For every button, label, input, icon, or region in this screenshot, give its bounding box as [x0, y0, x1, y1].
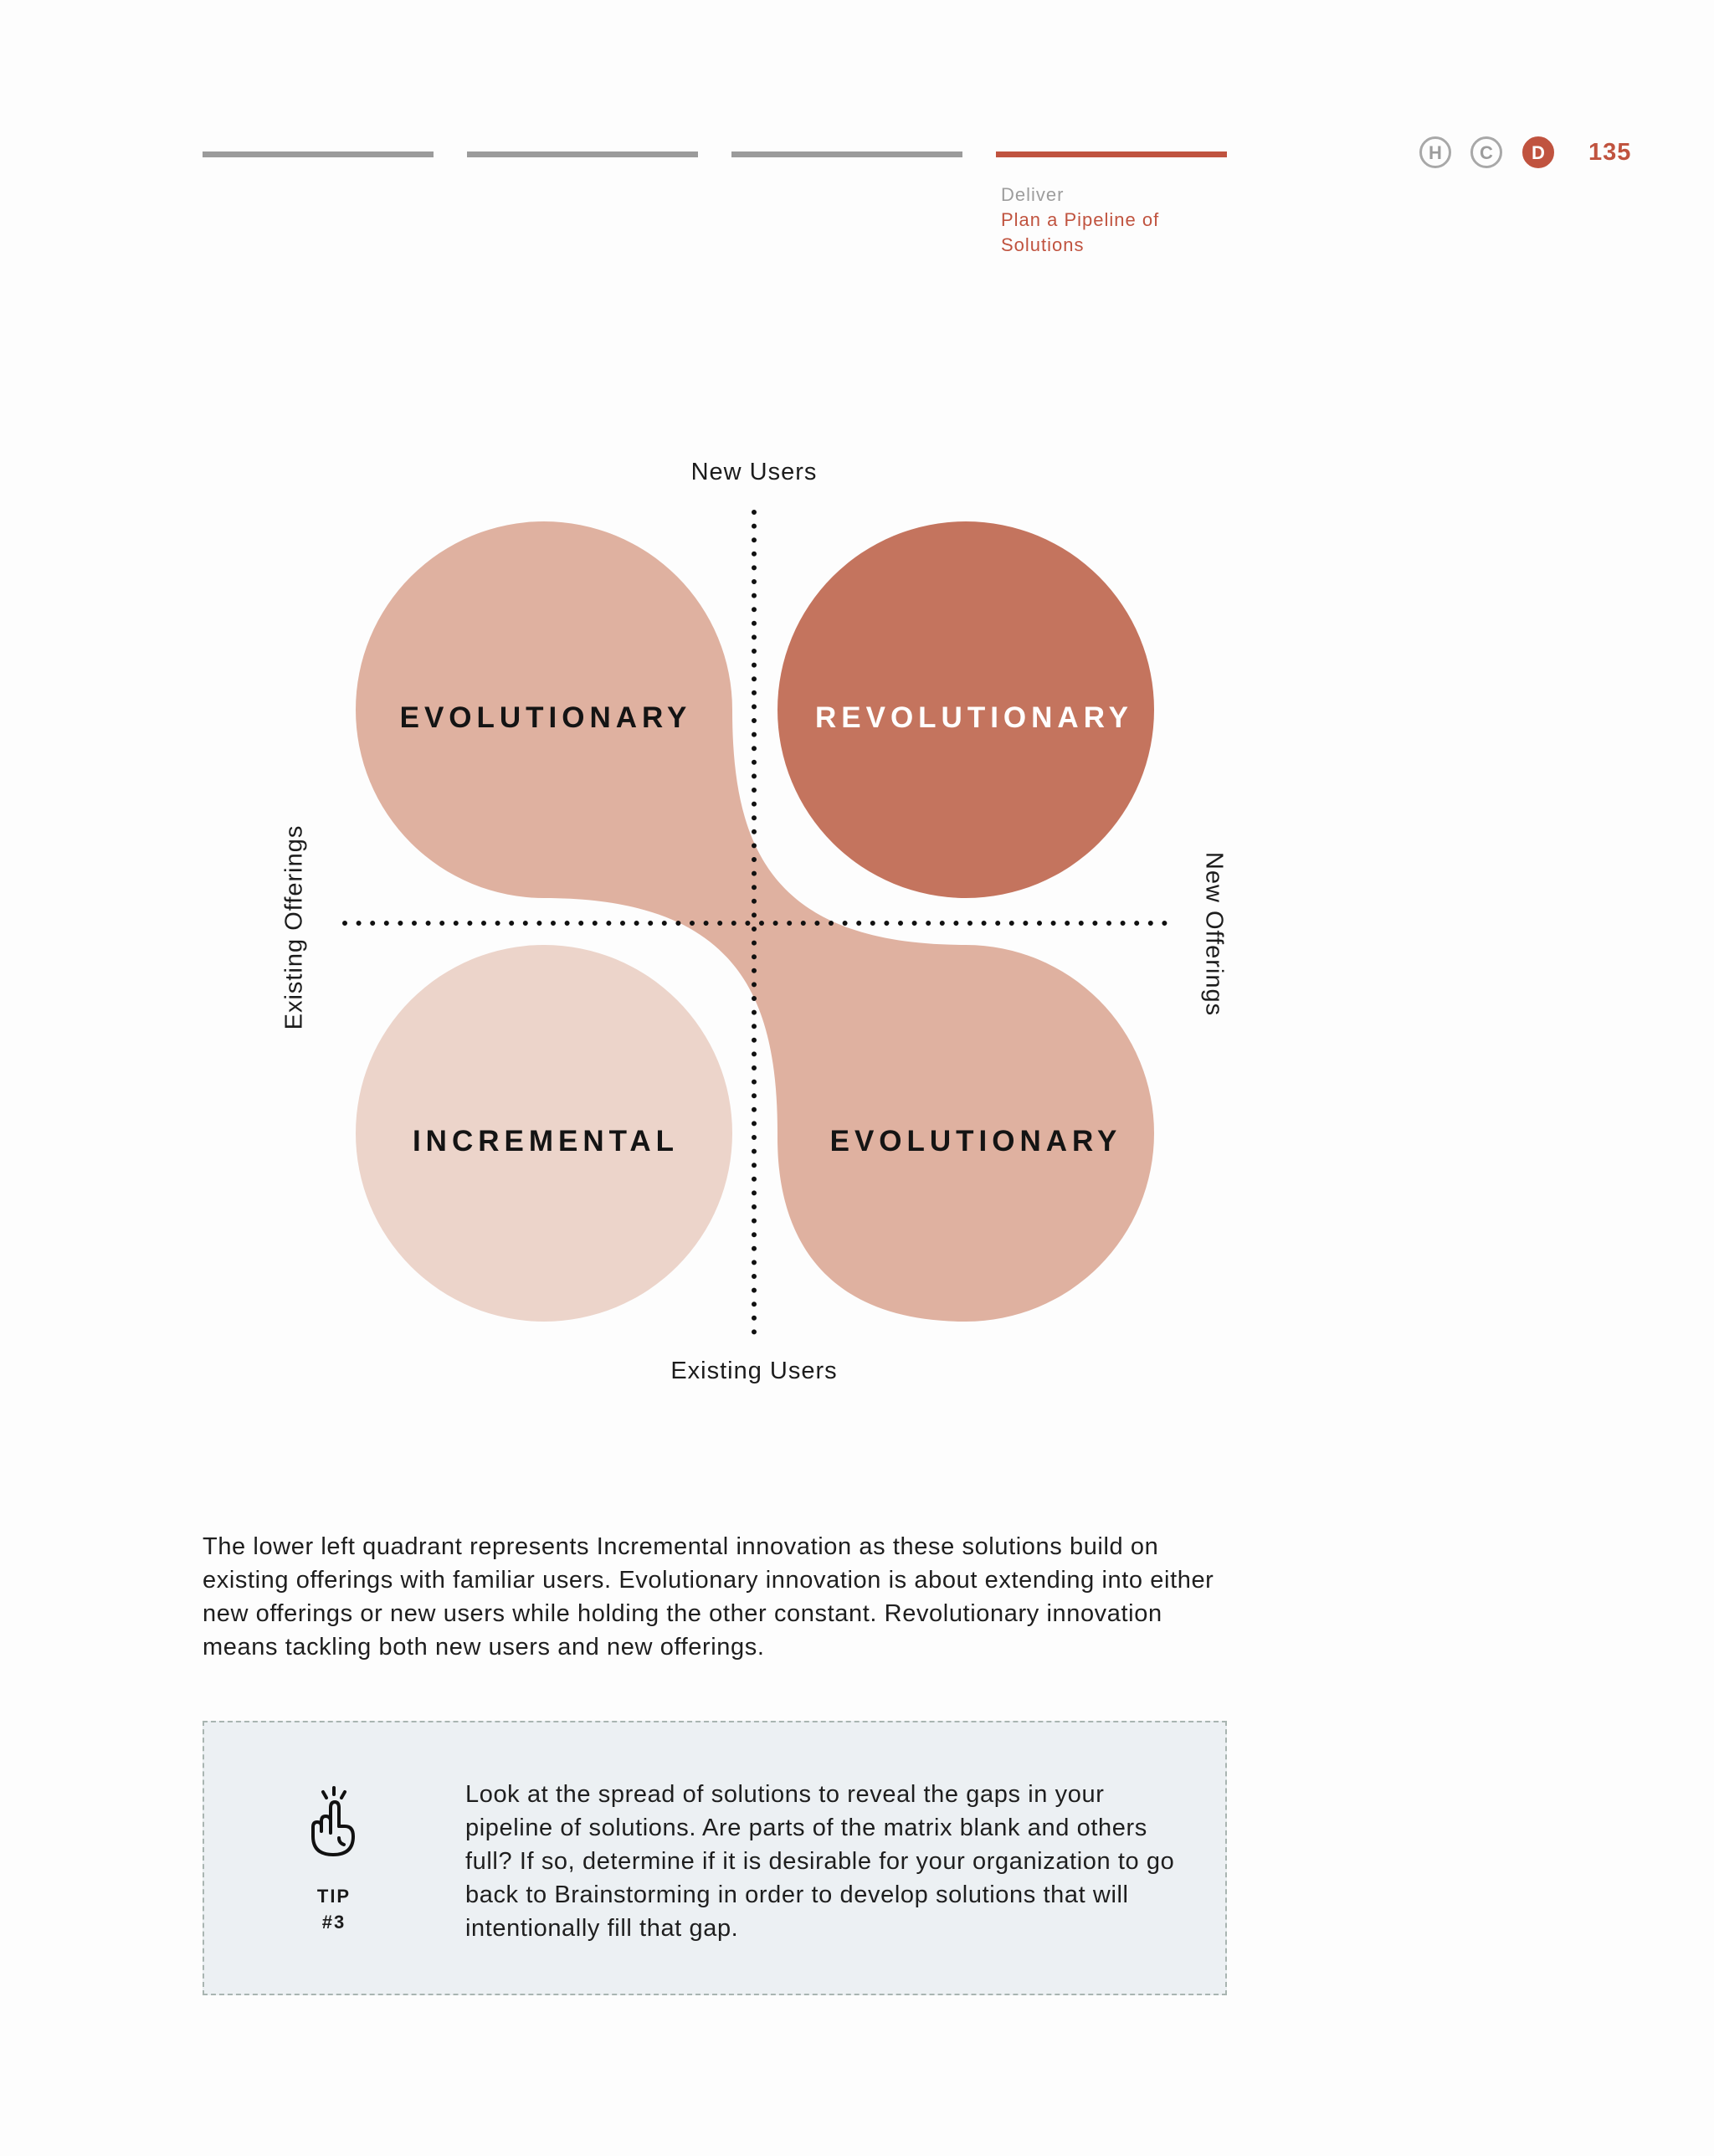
axis-label-left: Existing Offerings [280, 824, 308, 1030]
tip-label [278, 1883, 390, 1935]
page-number: 135 [1588, 139, 1632, 166]
body-paragraph: The lower left quadrant represents Incremental innovation as these solutions build on existing offerings with familiar users. Evolutionary innovation is about extending into either new offerings or new users while holding the other constant. Revolutionary innovation means tackling both new users and new offerings. [203, 1533, 1214, 1661]
axis-label-top: New Users [690, 459, 818, 485]
tip-text: Look at the spread of solutions to reveal the gaps in your pipeline of solutions. Are parts of the matrix blank and others full? If so, determine if it is desirable for your organization to go back to Brainstorming in order to develop solutions that will intentionally fill that gap. [465, 1781, 1175, 1942]
section-topic: Plan a Pipeline of Solutions [1001, 209, 1160, 255]
tip-label-title: TIP [316, 1886, 352, 1907]
quadrant-label-bottom-right: EVOLUTIONARY [829, 1125, 1122, 1158]
marker-d[interactable]: D [1522, 136, 1554, 168]
marker-c[interactable]: C [1470, 136, 1502, 168]
axis-label-right: New Offerings [1200, 851, 1228, 1017]
marker-h[interactable]: H [1419, 136, 1451, 168]
quadrant-label-top-left: EVOLUTIONARY [399, 701, 692, 734]
tip-box [203, 1721, 1227, 1995]
tip-label-number: #3 [321, 1912, 346, 1933]
pointing-finger-icon [305, 1784, 363, 1860]
section-phase: Deliver [1001, 184, 1065, 205]
axis-label-bottom: Existing Users [670, 1358, 838, 1384]
quadrant-label-top-right: REVOLUTIONARY [814, 701, 1134, 734]
quadrant-label-bottom-left: INCREMENTAL [412, 1125, 680, 1158]
